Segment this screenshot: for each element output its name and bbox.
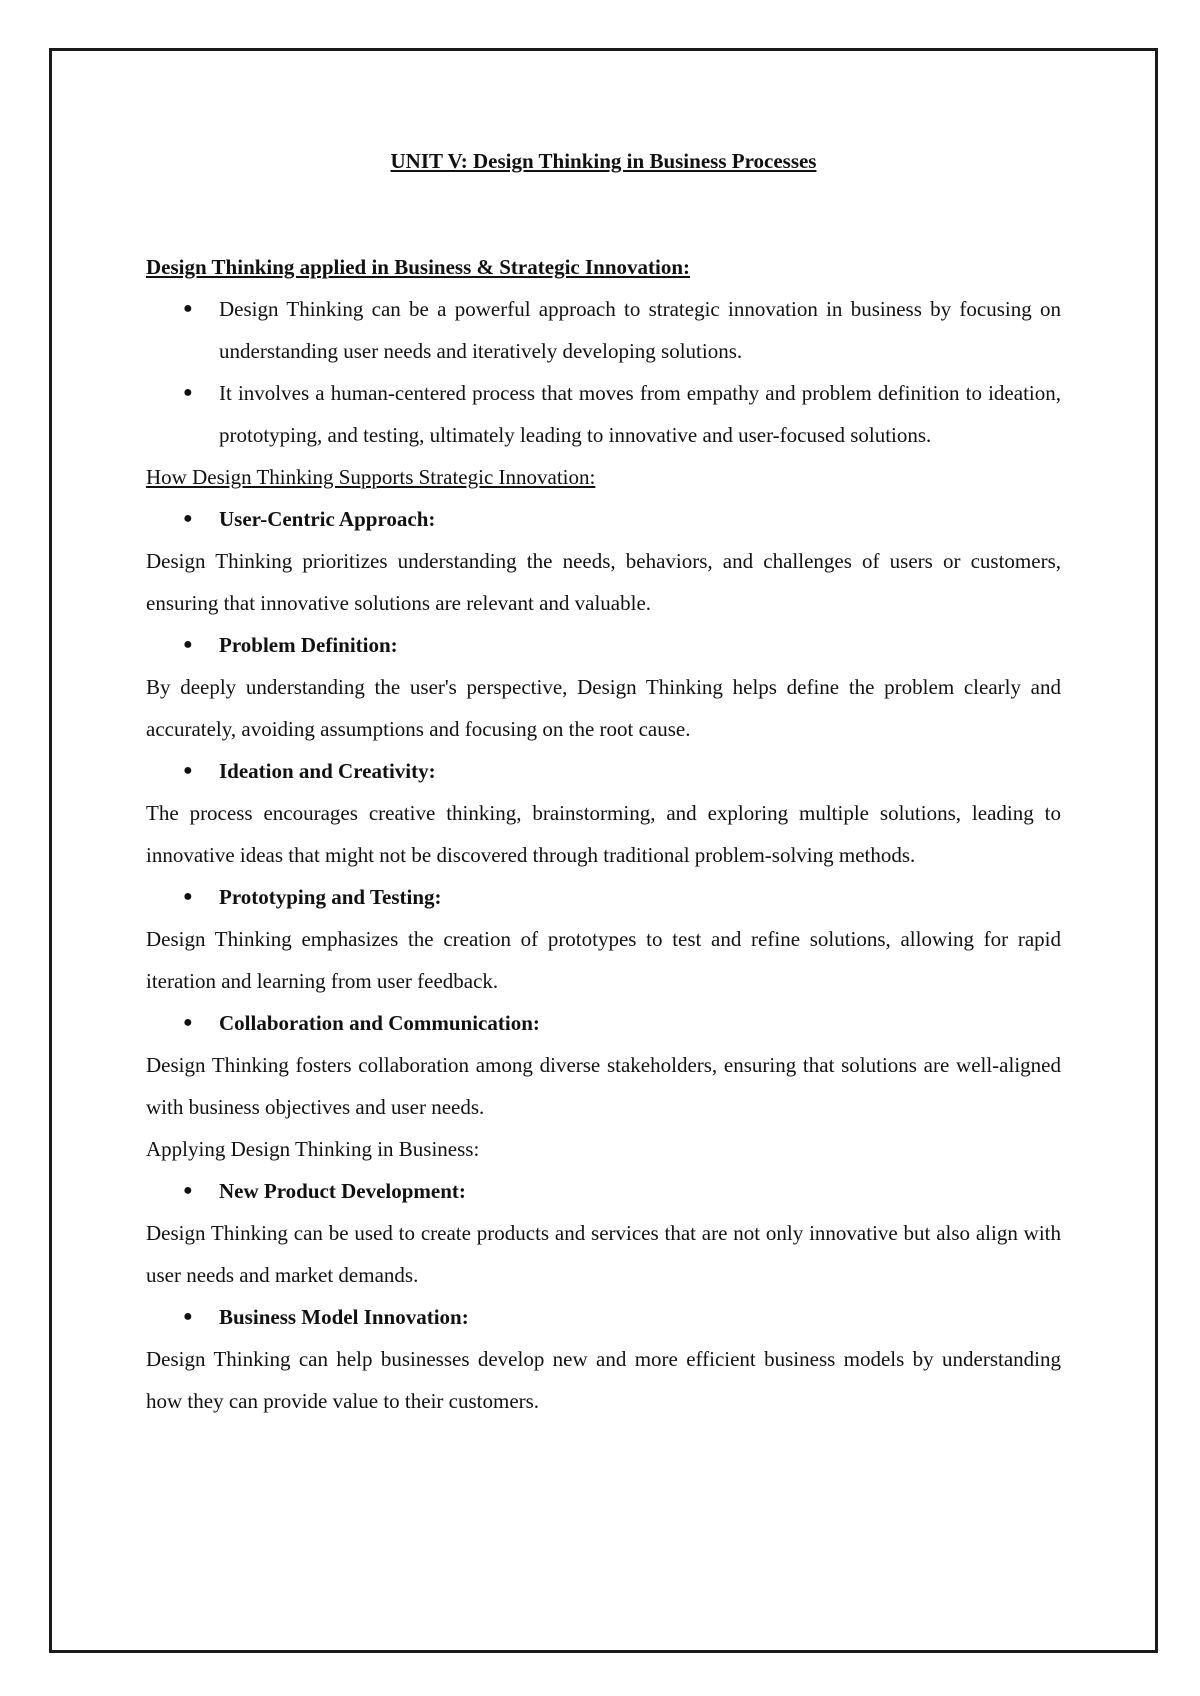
list-item-text: It involves a human-centered process that moves from empathy and problem definition to ideation, prototyping, and testing, ultimately leading to innovative and user-focused solutions. xyxy=(219,381,1061,447)
topic-problem-definition xyxy=(146,624,1061,750)
bullet-icon: ● xyxy=(183,384,193,401)
support-heading: How Design Thinking Supports Strategic Innovation: xyxy=(146,465,596,489)
intro-bullet-list xyxy=(146,288,1061,456)
topic-title-ideation-and-creativity xyxy=(146,750,1061,792)
bullet-icon: ● xyxy=(183,510,193,527)
topic-prototyping xyxy=(146,876,1061,1002)
bullet-icon: ● xyxy=(183,1182,193,1199)
topic-title-text: Ideation and Creativity: xyxy=(219,759,436,783)
bullet-icon: ● xyxy=(183,1308,193,1325)
list-item xyxy=(146,288,1061,372)
applying-heading: Applying Design Thinking in Business: xyxy=(146,1137,480,1161)
topic-body: Design Thinking can be used to create products and services that are not only innovative but also align with user needs and market demands. xyxy=(146,1221,1061,1287)
document-content xyxy=(146,140,1061,1422)
topic-body: Design Thinking emphasizes the creation of prototypes to test and refine solutions, allowing for rapid iteration and learning from user feedback. xyxy=(146,927,1061,993)
topic-collaboration xyxy=(146,1002,1061,1128)
topic-title-business-model-innovation xyxy=(146,1296,1061,1338)
topic-title-text: User-Centric Approach: xyxy=(219,507,436,531)
bullet-icon: ● xyxy=(183,636,193,653)
topic-title-text: Prototyping and Testing: xyxy=(219,885,442,909)
topic-user-centric xyxy=(146,498,1061,624)
topic-body: The process encourages creative thinking, brainstorming, and exploring multiple solutions, leading to innovative ideas that might not be discovered through traditional problem-solving methods. xyxy=(146,801,1061,867)
bullet-icon: ● xyxy=(183,300,193,317)
topic-ideation xyxy=(146,750,1061,876)
topic-title-text: Business Model Innovation: xyxy=(219,1305,469,1329)
section-heading: Design Thinking applied in Business & Strategic Innovation: xyxy=(146,255,691,279)
topic-business-model-innovation xyxy=(146,1296,1061,1422)
bullet-icon: ● xyxy=(183,1014,193,1031)
list-item-text: Design Thinking can be a powerful approach to strategic innovation in business by focusing on understanding user needs and iteratively developing solutions. xyxy=(219,297,1061,363)
topic-title-user-centric-approach xyxy=(146,498,1061,540)
topic-title-text: Problem Definition: xyxy=(219,633,398,657)
topic-title-text: Collaboration and Communication: xyxy=(219,1011,540,1035)
bullet-icon: ● xyxy=(183,888,193,905)
topic-body: By deeply understanding the user's perspective, Design Thinking helps define the problem clearly and accurately, avoiding assumptions and focusing on the root cause. xyxy=(146,675,1061,741)
document-title: UNIT V: Design Thinking in Business Processes xyxy=(390,149,817,173)
topic-title-new-product-development xyxy=(146,1170,1061,1212)
topic-body: Design Thinking prioritizes understanding the needs, behaviors, and challenges of users or customers, ensuring that innovative solutions are relevant and valuable. xyxy=(146,549,1061,615)
topic-body: Design Thinking fosters collaboration among diverse stakeholders, ensuring that solutions are well-aligned with business objectives and user needs. xyxy=(146,1053,1061,1119)
topic-body: Design Thinking can help businesses develop new and more efficient business models by understanding how they can provide value to their customers. xyxy=(146,1347,1061,1413)
topic-title-prototyping-and-testing xyxy=(146,876,1061,918)
topic-title-collaboration-and-communication xyxy=(146,1002,1061,1044)
topic-new-product-development xyxy=(146,1170,1061,1296)
topic-title-problem-definition xyxy=(146,624,1061,666)
list-item xyxy=(146,372,1061,456)
bullet-icon: ● xyxy=(183,762,193,779)
topic-title-text: New Product Development: xyxy=(219,1179,466,1203)
